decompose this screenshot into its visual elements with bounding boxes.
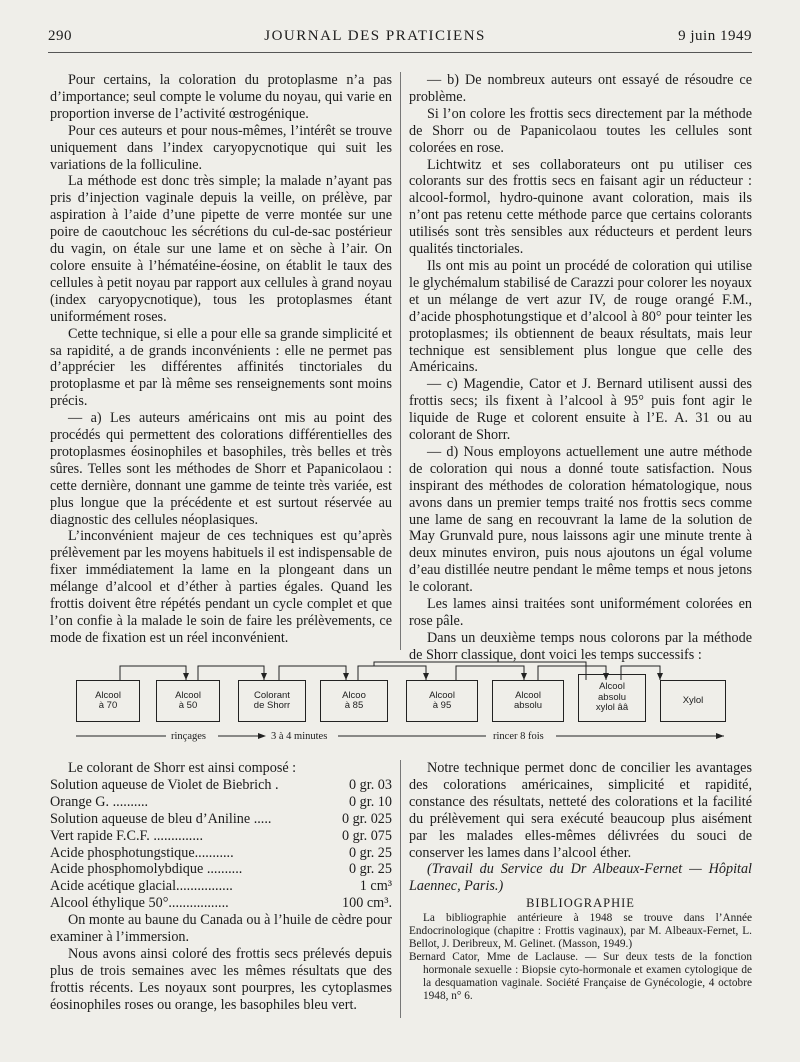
paragraph: — c) Magendie, Cator et J. Bernard utilisent aussi des frottis secs; ils fixent à l’alcool à 95° puis font agir le liquide de Ruge et colorent ensuite à l’E. A. 31 ou au colorant de Shorr. (409, 376, 752, 444)
recipe-list (50, 777, 392, 912)
staining-sequence-diagram (76, 658, 752, 748)
left-column (50, 72, 392, 647)
bibliography (409, 912, 752, 1003)
step-box: Alcool à 70 (76, 680, 140, 722)
paragraph: Pour certains, la coloration du protoplasme n’a pas d’importance; seul compte le volume du noyau, qui varie en proportion inverse de l’activité œstrogénique. (50, 72, 392, 122)
column-divider (400, 760, 401, 1018)
paragraph: — b) De nombreux auteurs ont essayé de résoudre ce problème. (409, 72, 752, 105)
paragraph: — a) Les auteurs américains ont mis au point des procédés qui permettent des colorations différentielles des protoplasmes éosinophiles et basophiles, très belles et très sûres. Telles sont les méthodes de Shorr et Papanicolaou : cette dernière, donnant une gamme de teinte très variée, est plus longue que la précédente et est surtout réservée au diagnostic des cellules néoplasiques. (50, 410, 392, 528)
paragraph: Les lames ainsi traitées sont uniformément colorées en rose pâle. (409, 596, 752, 629)
conclusion-section (409, 760, 752, 1003)
paragraph: — d) Nous employons actuellement une autre méthode de coloration qui nous a donné toute satisfaction. Nous inspirant des méthodes de coloration hématologique, nous avons dans un premier temps traité nos frottis secs comme une lame de sang en recouvrant la lame de la solution de May Grunvald pure, nous laissons agir une minute trente à deux minutes environ, puis nous ajoutons un égal volume d’eau distillée neutre pendant le même temps et nous jetons le colorant. (409, 443, 752, 596)
recipe-item: Orange G. .......... 0 gr. 10 (50, 793, 392, 810)
recipe-item: Acide acétique glacial................ 1 cm³ (50, 878, 392, 895)
conclusion-paragraph: Notre technique permet donc de concilier les avantages des colorations américaines, simplicité et rapidité, constance des résultats, netteté des colorations et la facilité du prélèvement qui sera exécuté beaucoup plus aisément par les malades elles-mêmes délivrées du souci de conserver les lames dans l’alcool éther. (409, 760, 752, 861)
bibliography-heading: BIBLIOGRAPHIE (526, 896, 635, 911)
issue-date: 9 juin 1949 (678, 28, 752, 44)
paragraph: Pour ces auteurs et pour nous-mêmes, l’intérêt se trouve uniquement dans l’index caryopycnotique qui suit les variations de la folliculine. (50, 122, 392, 173)
recipe-intro: Le colorant de Shorr est ainsi composé : (68, 760, 297, 776)
paragraph: Lichtwitz et ses collaborateurs ont pu utiliser ces colorants sur des frottis secs en faisant agir un réducteur : alcool-formol, hydro-quinone avant coloration, mais ils n’ont pas retenu cette méthode parce que certains colorants utilisés sont très sensibles aux réducteurs et perdent leurs qualités tinctoriales. (409, 156, 752, 258)
step-box: Alcool à 50 (156, 680, 220, 722)
column-divider (400, 72, 401, 650)
paragraph: La méthode est donc très simple; la malade n’ayant pas pris d’injection vaginale depuis la veille, on prélève, par aspiration à l’aide d’une pipette de verre montée sur une poire de caoutchouc les sécrétions du cul-de-sac postérieur du vagin, on étale sur une lame et on sèche à l’air. On colore ensuite à l’hématéine-éosine, on établit le taux des cellules à petit noyau par rapport aux cellules à grand noyau (index caryopycnotique), tous les protoplasmes étant uniformément roses. (50, 173, 392, 325)
step-box: Alcool à 95 (406, 680, 478, 722)
credit-line: (Travail du Service du Dr Albeaux-Fernet — Hôpital Laennec, Paris.) (409, 861, 752, 895)
bibliography-entry: La bibliographie antérieure à 1948 se trouve dans l’Année Endocrinologique (chapitre : Frottis vaginaux), par M. Albeaux-Fernet, L. Bellot, J. Deribreux, M. Gelinet. (Masson, 1949.) (409, 912, 752, 951)
step-box: Alcoo à 85 (320, 680, 388, 722)
step-box: Xylol (660, 680, 726, 722)
rincages-label: rinçages (168, 731, 209, 742)
paragraph: Dans un deuxième temps nous colorons par la méthode de Shorr classique, dont voici les temps successifs : (409, 629, 752, 663)
journal-title: JOURNAL DES PRATICIENS (264, 28, 486, 44)
recipe-item: Solution aqueuse de bleu d’Aniline ..... 0 gr. 025 (50, 810, 392, 827)
recipe-section (50, 760, 392, 1014)
step-box: Alcool absolu (492, 680, 564, 722)
rincer-label: rincer 8 fois (490, 731, 547, 742)
minutes-label: 3 à 4 minutes (268, 731, 330, 742)
recipe-item: Alcool éthylique 50°................. 100 cm³. (50, 895, 392, 912)
page-header (48, 28, 752, 50)
step-box: Colorant de Shorr (238, 680, 306, 722)
header-rule (48, 52, 752, 53)
paragraph: Nous avons ainsi coloré des frottis secs prélevés depuis plus de trois semaines avec les mêmes résultats que des frottis récents. Les noyaux sont pourpres, les cytoplasmes éosinophiles roses ou orange, les basophiles bleu vert. (50, 945, 392, 1013)
paragraph: Si l’on colore les frottis secs directement par la méthode de Shorr ou de Papanicolaou toutes les cellules sont colorées en rose. (409, 105, 752, 156)
right-column (409, 72, 752, 664)
recipe-item: Acide phosphomolybdique .......... 0 gr. 25 (50, 861, 392, 878)
paragraph: Ils ont mis au point un procédé de coloration qui utilise le glychémalum stabilisé de Carazzi pour colorer les noyaux et un mélange de vert azur IV, de rouge orangé F.M., d’acide phosphotungstique et d’alcool à 80° pour teinter les protoplasmes; ils obtiennent de beaux résultats, mais leur technique est sensiblement plus longue que celle des Américains. (409, 257, 752, 376)
step-box: Alcool absolu xylol ââ (578, 674, 646, 722)
recipe-item: Solution aqueuse de Violet de Biebrich . 0 gr. 03 (50, 776, 392, 793)
bibliography-entry: Bernard Cator, Mme de Laclause. — Sur deux tests de la fonction hormonale sexuelle : Biopsie cyto-hormonale et examen cytologique de la desquamation vaginale. Société Française de Gynécologie, 4 octobre 1948, n° 6. (409, 951, 752, 1003)
paragraph: Cette technique, si elle a pour elle sa grande simplicité et sa rapidité, a de grands inconvénients : elle ne permet pas d’apprécier les différentes affinités tinctoriales du protoplasme et par là même ses renseignements sont moins précis. (50, 325, 392, 410)
recipe-item: Acide phosphotungstique........... 0 gr. 25 (50, 844, 392, 861)
page-number: 290 (48, 28, 72, 44)
paragraph: L’inconvénient majeur de ces techniques est qu’après prélèvement par les moyens habituels il est indispensable de fixer immédiatement la lame en la plongeant dans un mélange d’alcool et d’éther à parties égales. Quand les frottis doivent être répétés pendant un cycle complet et que l’on confie à la malade le soin de faire les prélèvements, ce mode de fixation est un réel inconvénient. (50, 528, 392, 646)
recipe-item: Vert rapide F.C.F. .............. 0 gr. 075 (50, 827, 392, 844)
paragraph: On monte au baune du Canada ou à l’huile de cèdre pour examiner à l’immersion. (50, 912, 392, 946)
